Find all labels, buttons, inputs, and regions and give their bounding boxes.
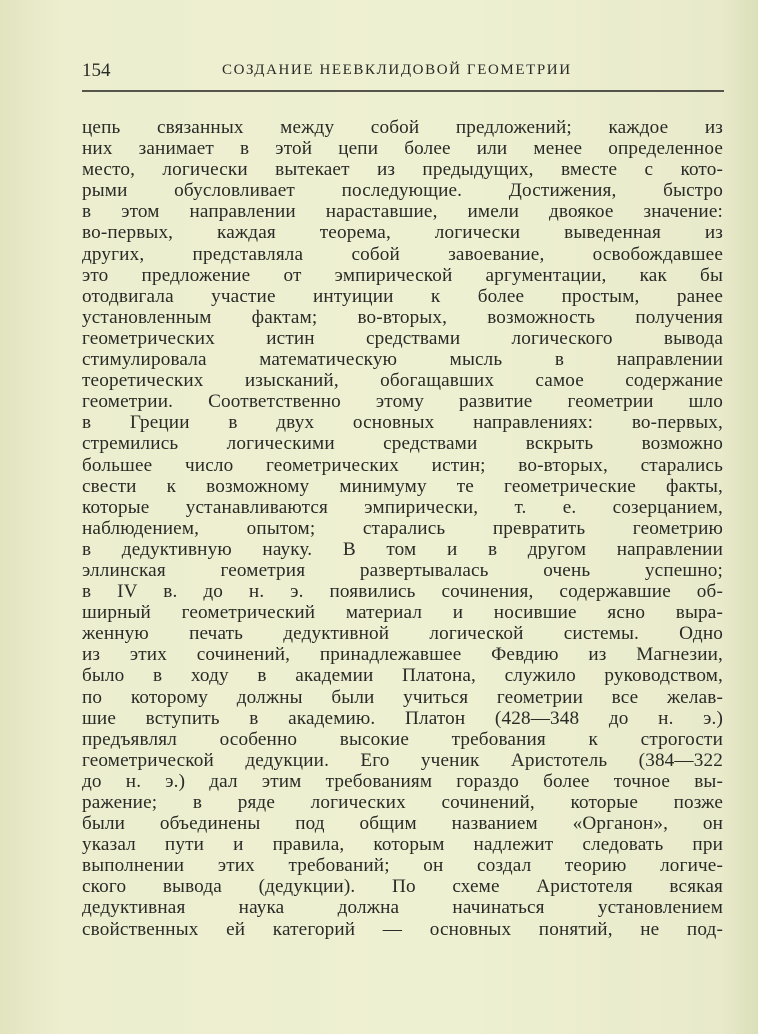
text-line: место, логически вытекает из предыдущих, вместе с кото- bbox=[82, 159, 723, 181]
text-line: теоретических изысканий, обогащавших самое содержание bbox=[82, 370, 723, 392]
text-line: наблюдением, опытом; старались превратить геометрию bbox=[82, 517, 723, 539]
text-line: геометрической дедукции. Его ученик Аристотель (384—322 bbox=[82, 749, 723, 771]
text-line: женную печать дедуктивной логической системы. Одно bbox=[82, 623, 723, 645]
text-line: свести к возможному минимуму те геометрические факты, bbox=[82, 475, 723, 497]
text-line: рыми обусловливает последующие. Достижения, быстро bbox=[82, 180, 723, 202]
text-line: были объединены под общим названием «Органон», он bbox=[82, 813, 723, 835]
text-line: свойственных ей категорий — основных понятий, не под- bbox=[82, 918, 723, 940]
text-line: ражение; в ряде логических сочинений, которые позже bbox=[82, 792, 723, 813]
text-line: шие вступить в академию. Платон (428—348 до н. э.) bbox=[82, 707, 723, 729]
page-header bbox=[82, 60, 724, 84]
text-line: в этом направлении нараставшие, имели двоякое значение: bbox=[82, 201, 723, 223]
text-line: предъявлял особенно высокие требования к строгости bbox=[82, 728, 723, 750]
header-rule bbox=[82, 90, 724, 92]
text-line: это предложение от эмпирической аргументации, как бы bbox=[82, 264, 723, 286]
running-title: СОЗДАНИЕ НЕЕВКЛИДОВОЙ ГЕОМЕТРИИ bbox=[222, 62, 572, 78]
text-line: ширный геометрический материал и носившие ясно выра- bbox=[82, 602, 723, 624]
text-line: отодвигала участие интуиции к более простым, ранее bbox=[82, 285, 723, 307]
text-line: эллинская геометрия развертывалась очень успешно; bbox=[82, 559, 723, 581]
text-line: дедуктивная наука должна начинаться установлением bbox=[82, 897, 723, 919]
text-line: из этих сочинений, принадлежавшее Февдию из Магнезии, bbox=[82, 644, 723, 666]
text-line: по которому должны были учиться геометрии все желав- bbox=[82, 686, 723, 708]
text-line: геометрических истин средствами логического вывода bbox=[82, 327, 723, 349]
page-number: 154 bbox=[82, 60, 111, 81]
text-line: ского вывода (дедукции). По схеме Аристотеля всякая bbox=[82, 876, 723, 898]
text-line: цепь связанных между собой предложений; каждое из bbox=[82, 117, 723, 138]
text-line: большее число геометрических истин; во-вторых, старались bbox=[82, 454, 723, 476]
text-line: других, представляла собой завоевание, освобождавшее bbox=[82, 243, 723, 265]
text-line: указал пути и правила, которым надлежит следовать при bbox=[82, 834, 723, 856]
text-line: стимулировала математическую мысль в направлении bbox=[82, 349, 723, 371]
text-line: в Греции в двух основных направлениях: во-первых, bbox=[82, 412, 723, 434]
text-line: установленным фактам; во-вторых, возможность получения bbox=[82, 306, 723, 328]
text-line: в IV в. до н. э. появились сочинения, содержавшие об- bbox=[82, 581, 723, 603]
text-line: во-первых, каждая теорема, логически выведенная из bbox=[82, 222, 723, 244]
text-line: было в ходу в академии Платона, служило руководством, bbox=[82, 665, 723, 687]
text-line: них занимает в этой цепи более или менее определенное bbox=[82, 138, 723, 160]
text-line: стремились логическими средствами вскрыть возможно bbox=[82, 433, 723, 455]
text-line: геометрии. Соответственно этому развитие геометрии шло bbox=[82, 391, 723, 413]
text-line: которые устанавливаются эмпирически, т. е. созерцанием, bbox=[82, 496, 723, 518]
text-line: в дедуктивную науку. В том и в другом направлении bbox=[82, 538, 723, 560]
text-line: до н. э.) дал этим требованиям гораздо более точное вы- bbox=[82, 770, 723, 792]
text-line: выполнении этих требований; он создал теорию логиче- bbox=[82, 855, 723, 877]
body-text bbox=[82, 117, 723, 940]
